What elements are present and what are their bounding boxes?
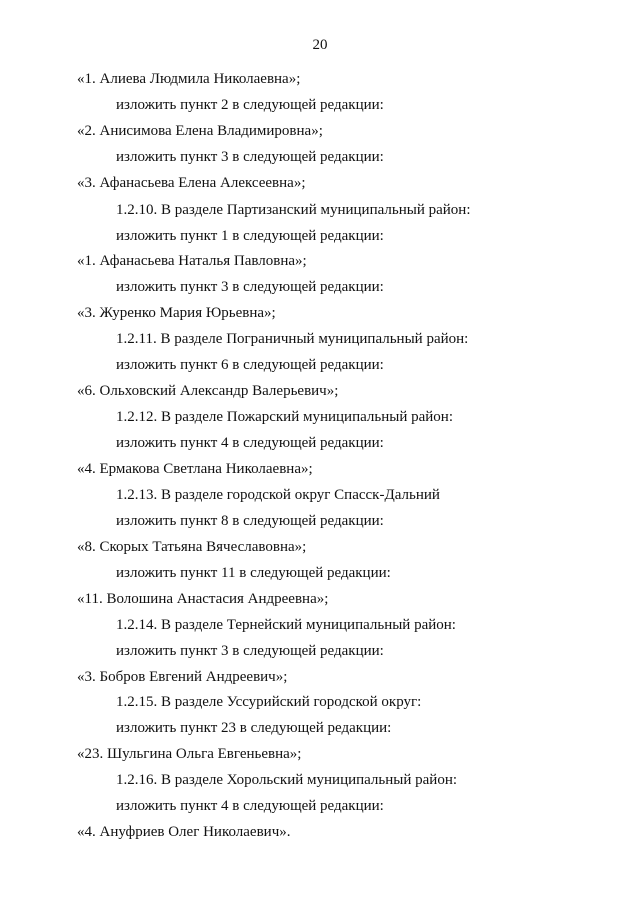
instruction-line: изложить пункт 4 в следующей редакции: bbox=[116, 435, 384, 451]
section-heading: 1.2.12. В разделе Пожарский муниципальный район: bbox=[116, 409, 453, 425]
list-entry: «23. Шульгина Ольга Евгеньевна»; bbox=[77, 746, 302, 762]
instruction-line: изложить пункт 1 в следующей редакции: bbox=[116, 228, 384, 244]
list-entry: «3. Афанасьева Елена Алексеевна»; bbox=[77, 175, 306, 191]
list-entry: «3. Бобров Евгений Андреевич»; bbox=[77, 669, 288, 685]
section-heading: 1.2.15. В разделе Уссурийский городской округ: bbox=[116, 694, 422, 710]
list-entry: «11. Волошина Анастасия Андреевна»; bbox=[77, 591, 329, 607]
list-entry: «4. Ануфриев Олег Николаевич». bbox=[77, 824, 291, 840]
list-entry: «6. Ольховский Александр Валерьевич»; bbox=[77, 383, 339, 399]
list-entry: «2. Анисимова Елена Владимировна»; bbox=[77, 123, 323, 139]
list-entry: «8. Скорых Татьяна Вячеславовна»; bbox=[77, 539, 307, 555]
instruction-line: изложить пункт 3 в следующей редакции: bbox=[116, 279, 384, 295]
list-entry: «3. Журенко Мария Юрьевна»; bbox=[77, 305, 276, 321]
section-heading: 1.2.13. В разделе городской округ Спасск-Дальний bbox=[116, 487, 440, 503]
section-heading: 1.2.11. В разделе Пограничный муниципальный район: bbox=[116, 331, 469, 347]
list-entry: «1. Алиева Людмила Николаевна»; bbox=[77, 71, 301, 87]
section-heading: 1.2.14. В разделе Тернейский муниципальный район: bbox=[116, 617, 456, 633]
instruction-line: изложить пункт 4 в следующей редакции: bbox=[116, 798, 384, 814]
section-heading: 1.2.10. В разделе Партизанский муниципальный район: bbox=[116, 202, 471, 218]
instruction-line: изложить пункт 8 в следующей редакции: bbox=[116, 513, 384, 529]
instruction-line: изложить пункт 2 в следующей редакции: bbox=[116, 97, 384, 113]
list-entry: «1. Афанасьева Наталья Павловна»; bbox=[77, 253, 307, 269]
page-number: 20 bbox=[312, 37, 328, 53]
instruction-line: изложить пункт 23 в следующей редакции: bbox=[116, 720, 392, 736]
list-entry: «4. Ермакова Светлана Николаевна»; bbox=[77, 461, 313, 477]
instruction-line: изложить пункт 11 в следующей редакции: bbox=[116, 565, 391, 581]
section-heading: 1.2.16. В разделе Хорольский муниципальный район: bbox=[116, 772, 458, 788]
instruction-line: изложить пункт 6 в следующей редакции: bbox=[116, 357, 384, 373]
instruction-line: изложить пункт 3 в следующей редакции: bbox=[116, 643, 384, 659]
instruction-line: изложить пункт 3 в следующей редакции: bbox=[116, 149, 384, 165]
